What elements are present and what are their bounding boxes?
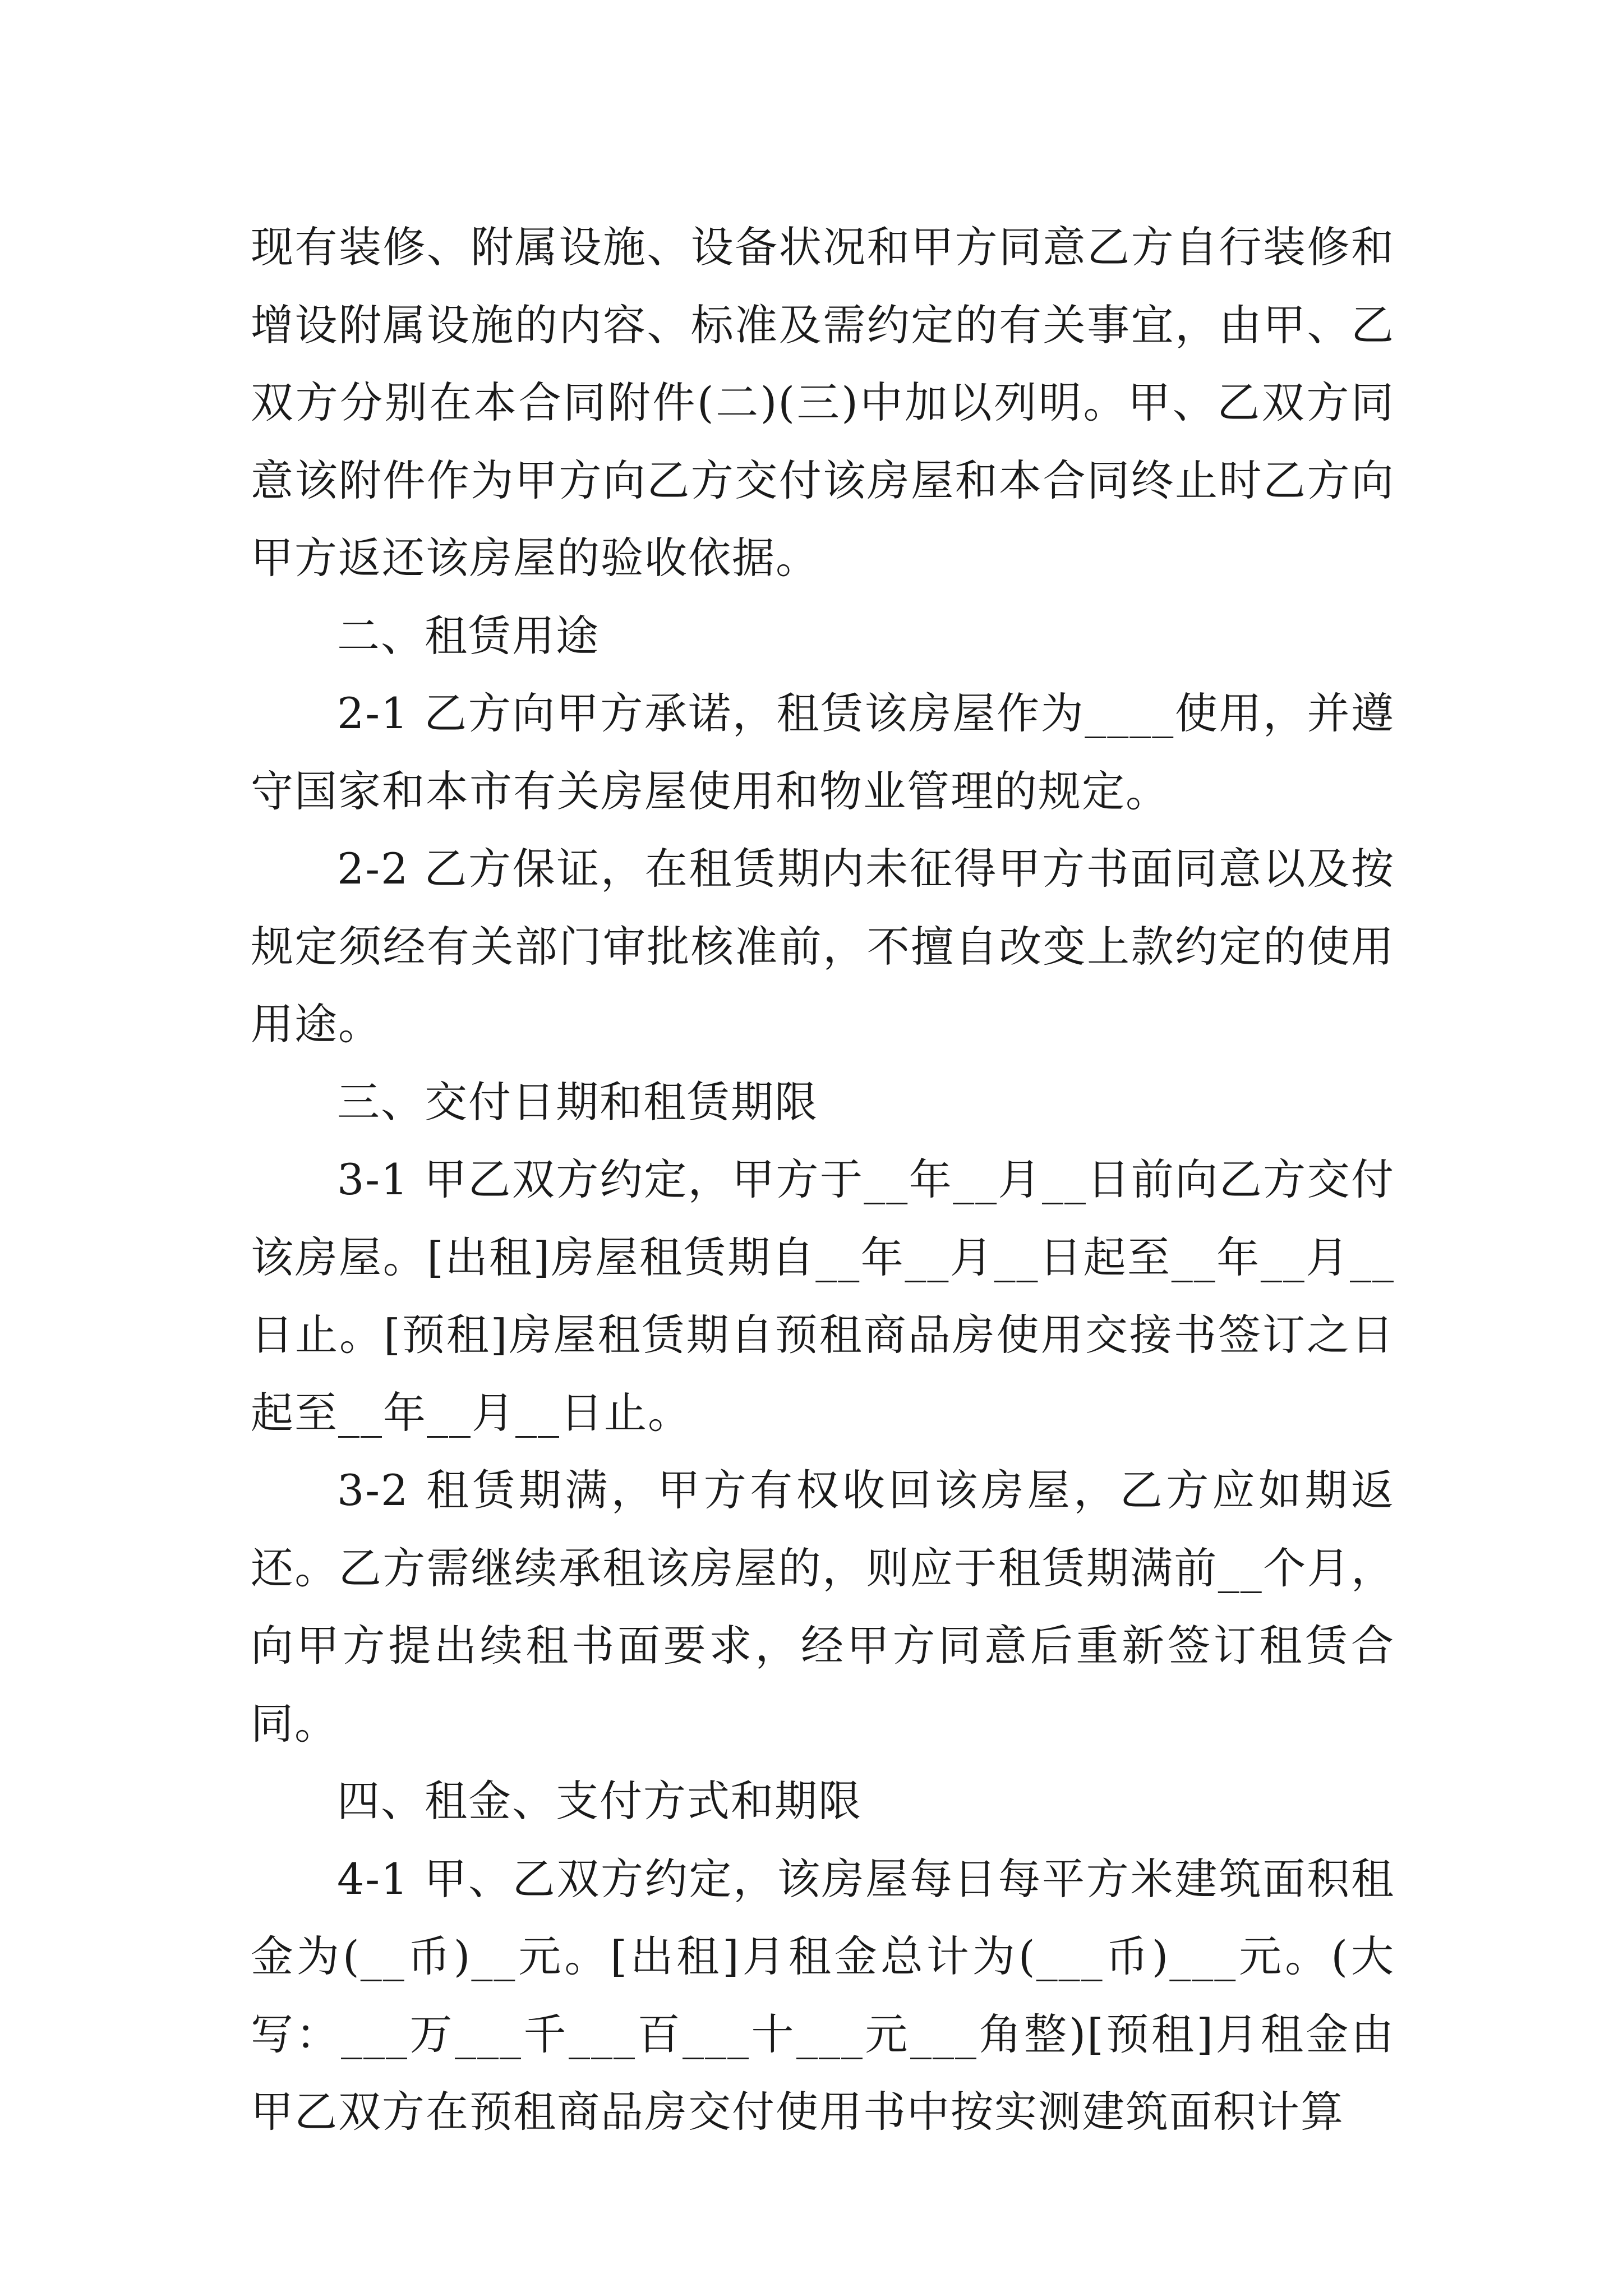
paragraph-fixtures-acceptance: 现有装修、附属设施、设备状况和甲方同意乙方自行装修和增设附属设施的内容、标准及需约定的有关事宜，由甲、乙双方分别在本合同附件(二)(三)中加以列明。甲、乙双方同意该附件作为甲方向乙方交付该房屋和本合同终止时乙方向甲方返还该房屋的验收依据。 [251, 222, 1395, 583]
document-body [251, 209, 1395, 2151]
heading-lease-purpose: 二、租赁用途 [337, 610, 600, 661]
clause-3-1: 3-1 甲乙双方约定，甲方于__年__月__日前向乙方交付该房屋。[出租]房屋租赁期自__年__月__日起至__年__月__日止。[预租]房屋租赁期自预租商品房使用交接书签订之日起至__年__月__日止。 [251, 1154, 1395, 1438]
clause-4-1: 4-1 甲、乙双方约定，该房屋每日每平方米建筑面积租金为(__币)__元。[出租]月租金总计为(___币)___元。(大写：___万___千___百___十___元___角整)[预租]月租金由甲乙双方在预租商品房交付使用书中按实测建筑面积计算 [251, 1853, 1395, 2137]
heading-rent-payment: 四、租金、支付方式和期限 [337, 1776, 862, 1826]
clause-3-2: 3-2 租赁期满，甲方有权收回该房屋，乙方应如期返还。乙方需继续承租该房屋的，则应于租赁期满前__个月，向甲方提出续租书面要求，经甲方同意后重新签订租赁合同。 [251, 1465, 1395, 1749]
clause-2-2: 2-2 乙方保证，在租赁期内未征得甲方书面同意以及按规定须经有关部门审批核准前，不擅自改变上款约定的使用用途。 [251, 844, 1395, 1049]
heading-delivery-term: 三、交付日期和租赁期限 [337, 1076, 818, 1127]
clause-2-1: 2-1 乙方向甲方承诺，租赁该房屋作为____使用，并遵守国家和本市有关房屋使用和物业管理的规定。 [251, 688, 1395, 816]
